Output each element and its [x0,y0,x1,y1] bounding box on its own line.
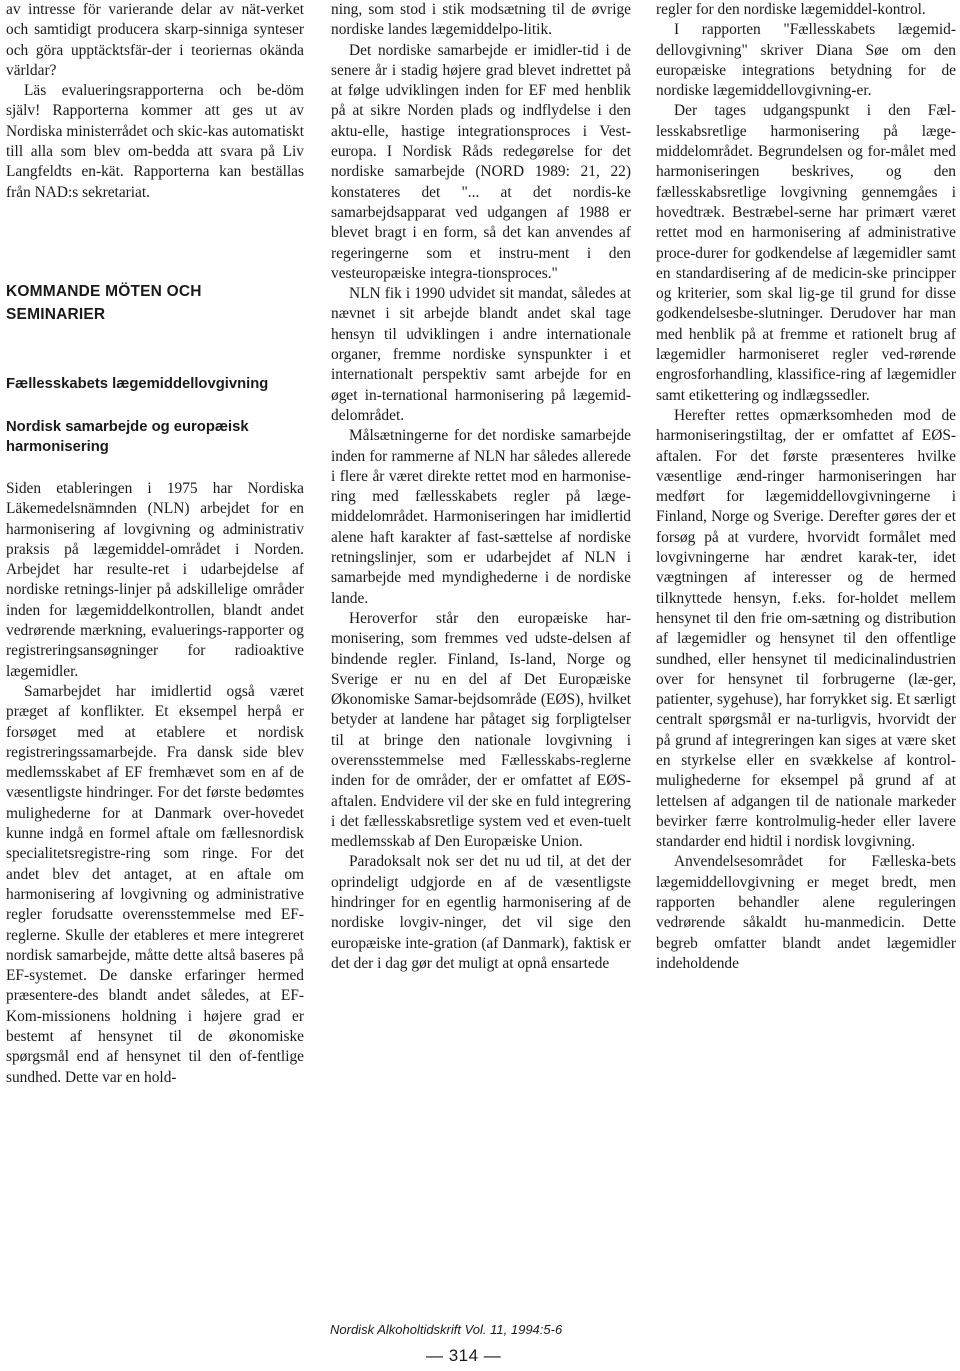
column-left [6,0,304,1088]
paragraph: NLN fik i 1990 udvidet sit mandat, således at nævnet i sit arbejde blandt andet skal tage hensyn til udviklingen i andre internationale organer, fremme nordiske synspunkter i et internationalt perspektiv samt arbejde for en øget in-ternational harmonisering på lægemid-delområdet. [331,285,631,424]
paragraph: av intresse för varierande delar av nät-verket och samtidigt producera skarp-sinniga synteser och göra upptäcktsfär-der i teoriernas okända världar? [6,1,304,79]
journal-citation: Nordisk Alkoholtidskrift Vol. 11, 1994:5-6 [330,1322,563,1337]
column-right [656,0,956,974]
paragraph: Der tages udgangspunkt i den Fæl-lesskabsretlige harmonisering på læge-middelområdet. Begrundelsen og for-målet med harmoniseringen beskrives, og den fællesskabsretlige lovgivning gennemgåes i hovedtræk. Bestræbel-serne har primært været rettet mod en harmonisering af administrative proce-durer for godkendelse af lægemidler samt en standardisering af de medicin-ske principper og kriterier, som skal lig-ge til grund for disse godkendelsesbe-slutninger. Derudover har man med henblik på at fremme et rationelt brug af lægemidler harmoniseret regler ved-rørende engrosforhandling, klassifice-ring af lægemidler samt etikettering og indlægssedler. [656,102,956,404]
paragraph: Det nordiske samarbejde er imidler-tid i de senere år i stadig højere grad blevet indrettet på at følge udviklingen inden for EF med henblik på at sikre Norden plads og indflydelse i den aktu-elle, hastige integrationsproces i Vest-europa. I Nordisk Råds redegørelse for det nordiske samarbejde (NORD 1989: 21, 22) konstateres det "... at det nordis-ke samarbejdsapparat ved udgangen af 1988 er blevet bragt i en form, så det kan anvendes af regeringerne som et instru-ment i den vesteuropæiske integra-tionsproces." [331,41,631,282]
section-heading: KOMMANDE MÖTEN OCH SEMINARIER [6,282,202,323]
paragraph: ning, som stod i stik modsætning til de øvrige nordiske landes lægemiddelpo-litik. [331,1,631,39]
paragraph: I rapporten "Fællesskabets lægemid-dellovgivning" skriver Diana Søe om den europæiske integrations betydning for de nordiske lægemiddellovgivning-er. [656,21,956,100]
paragraph: Paradoksalt nok ser det nu ud til, at det der oprindeligt udgjorde en af de væsentligste hindringer for en egentlig harmonisering af de nordiske lovgiv-ninger, det vil sige den europæiske inte-gration (af Danmark), faktisk er det der i dag gør det muligt at opnå ensartede [331,853,631,972]
article-subtitle: Nordisk samarbejde og europæisk harmonisering [6,418,249,455]
paragraph: Anvendelsesområdet for Fælleska-bets lægemiddellovgivning er meget bredt, men rapporten behandler alene reguleringen vedrørende såkaldt hu-manmedicin. Dette begreb omfatter blandt andet lægemidler indeholdende [656,853,956,972]
paragraph: Målsætningerne for det nordiske samarbejde inden for rammerne af NLN har således allerede i flere år været direkte rettet mod en harmonise-ring med fællesskabets regler på læge-middelområdet. Harmoniseringen har imidlertid alene haft karakter af fast-sættelse af nordiske retningslinjer, som er udarbejdet af NLN i samarbejde med myndighederne i de nordiske lande. [331,427,631,607]
paragraph: Herefter rettes opmærksomheden mod de harmoniseringstiltag, der er omfattet af EØS-aftalen. For det første præsenteres hvilke væsentlige ænd-ringer harmoniseringen har medført for lægemiddellovgivningerne i Finland, Norge og Sverige. Derefter gøres der et forsøg på at vurdere, hvorvidt formålet med lovgivningerne har ændret karak-ter, idet vægtningen af interesser og de hermed tilknyttede hensyn, f.eks. for-holdet mellem hensynet til den frie om-sætning og distribution af lægemidler og hensynet til den offentlige sundhed, eller hensynet til medicinalindustrien over for hensynet til forbrugerne (læ-ger, patienter, sygehuse), har forrykket sig. Et særligt centralt spørgsmål er na-turligvis, hvorvidt der på grund af integreringen kan siges at være sket en styrkelse eller en svækkelse af kontrol-mulighederne for eksempel på grund af at lettelsen af adgangen til de nationale markeder bevirker færre kontrolmulig-heder eller lavere standarder end hidtil i nordisk lovgivning. [656,406,956,851]
paragraph: Läs evalueringsrapporterna och be-döm själv! Rapporterna kommer att ges ut av Nordiska ministerrådet och skic-kas automatiskt till alla som blev om-bedda att svara på Liv Langfeldts en-kät. Rapporterna kan beställas från NAD:s sekretariat. [6,82,304,201]
paragraph: regler for den nordiske lægemiddel-kontrol. [656,1,926,18]
paragraph: Samarbejdet har imidlertid også været præget af konflikter. Et eksempel herpå er forsøget med at etablere et nordisk registreringssamarbejde. Fra dansk side blev medlemsskabet af EF fremhævet som en af de væsentligste hindringer. For det første bedømtes mulighederne for at Danmark over-hovedet kunne indgå en formel aftale om fællesnordisk specialitetsregistre-ring som ringe. For det andet blev det antaget, at en aftale om harmonisering af lovgivning og administrative regler forudsatte overensstemmelse med EF-reglerne. Skulle der etableres et mere integreret nordisk samarbejde, måtte dette altså baseres på EF-systemet. De danske erfaringer hermed præsentere-des blandt andet således, at EF-Kom-missionens holdning i højere grad er bestemt af hensynet til de økonomiske spørgsmål end af hensynet til den of-fentlige sundhed. Dette var en hold- [6,682,304,1086]
paragraph: Heroverfor står den europæiske har-monisering, som fremmes ved udste-delsen af bindende regler. Finland, Is-land, Norge og Sverige er nu en del af Det Europæiske Økonomiske Samar-bejdsområde (EØS), hvilket betyder at landene har påtaget sig forpligtelser til at bringe den nationale lovgivning i overensstemmelse med Fællesskabs-reglerne inden for de områder, der er omfattet af EØS-aftalen. Endvidere vil der ske en fuld integrering i det fællesskabsretlige system ved et even-tuelt medlemsskab af Den Europæiske Union. [331,609,631,851]
page-number: — 314 — [426,1346,502,1365]
column-middle [331,0,631,974]
article-title: Fællesskabets lægemiddellovgivning [6,375,269,392]
paragraph: Siden etableringen i 1975 har Nordiska Läkemedelsnämnden (NLN) arbejdet for en harmonisering af lovgivning og administrativ praksis på lægemiddel-området i Norden. Arbejdet har resulte-ret i udarbejdelse af nordiske retnings-linjer på adskillelige områder inden for lægemiddelkontrollen, blandt andet vedrørende mærkning, evaluerings-rapporter og registreringsansøgninger for radioaktive lægemidler. [6,479,304,680]
